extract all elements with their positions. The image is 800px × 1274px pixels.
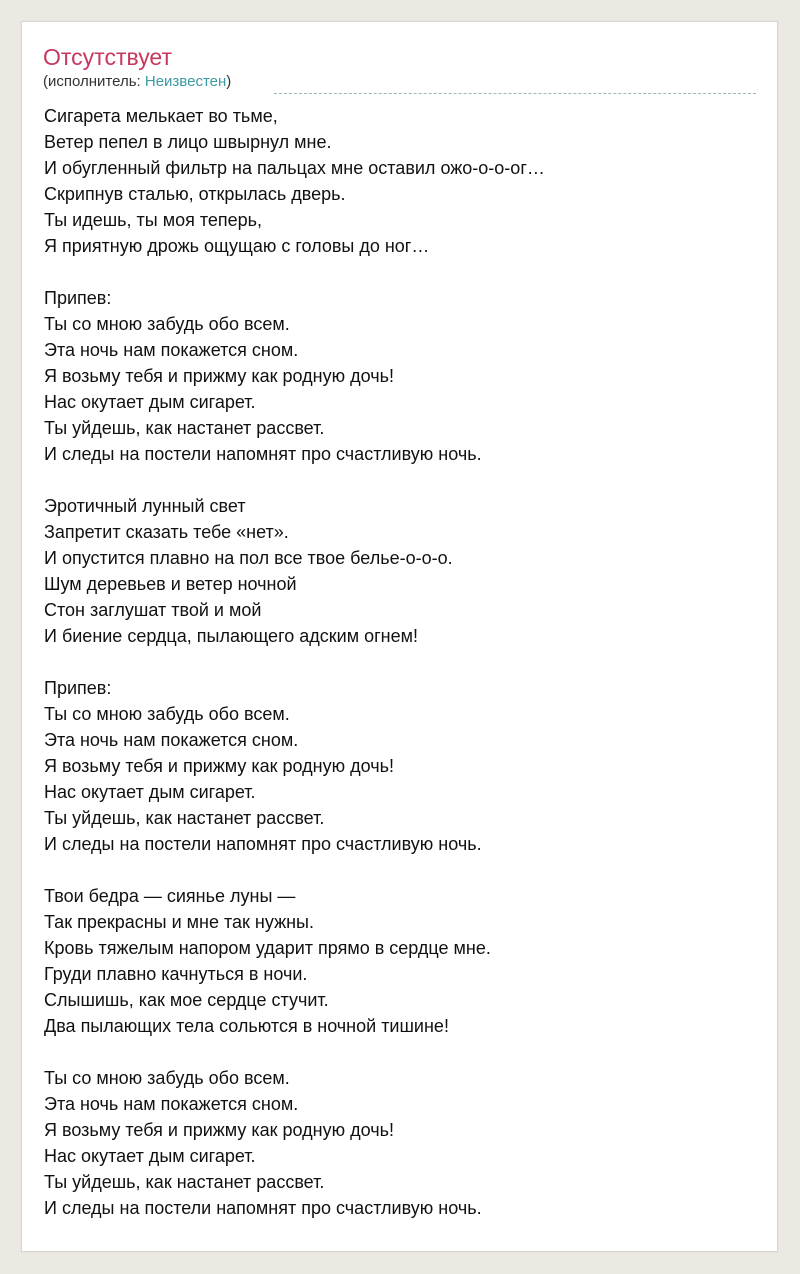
lyrics-line: Ветер пепел в лицо швырнул мне. [44, 132, 332, 152]
lyrics-line: Нас окутает дым сигарет. [44, 782, 256, 802]
artist-link[interactable]: Неизвестен [144, 73, 227, 90]
lyrics-line: Груди плавно качнуться в ночи. [44, 964, 308, 984]
lyrics-line [44, 259, 764, 285]
lyrics-line: Ты уйдешь, как настанет рассвет. [44, 808, 325, 828]
lyrics-line: И следы на постели напомнят про счастливую ночь. [44, 1198, 482, 1218]
lyrics-line: Ты со мною забудь обо всем. [44, 1068, 290, 1088]
lyrics-text [44, 103, 764, 1221]
lyrics-line: Эта ночь нам покажется сном. [44, 340, 299, 360]
lyrics-line [44, 467, 764, 493]
lyrics-line: Эротичный лунный свет [44, 496, 246, 516]
lyrics-line: Запретит сказать тебе «нет». [44, 522, 289, 542]
byline-suffix: ) [226, 73, 232, 90]
lyrics-line: Эта ночь нам покажется сном. [44, 730, 299, 750]
lyrics-line: Кровь тяжелым напором ударит прямо в сердце мне. [44, 938, 491, 958]
lyrics-card [21, 21, 778, 1252]
lyrics-line: И следы на постели напомнят про счастливую ночь. [44, 834, 482, 854]
song-title: Отсутствует [43, 44, 172, 70]
lyrics-line: Я возьму тебя и прижму как родную дочь! [44, 366, 394, 386]
dashed-divider [274, 93, 756, 94]
lyrics-line: Ты со мною забудь обо всем. [44, 314, 290, 334]
lyrics-line: Нас окутает дым сигарет. [44, 392, 256, 412]
lyrics-line: Так прекрасны и мне так нужны. [44, 912, 314, 932]
lyrics-line: Припев: [44, 288, 112, 308]
lyrics-line: И обугленный фильтр на пальцах мне оставил ожо-о-о-ог… [44, 158, 545, 178]
lyrics-line: Сигарета мелькает во тьме, [44, 106, 278, 126]
lyrics-line: Шум деревьев и ветер ночной [44, 574, 297, 594]
lyrics-line [44, 1039, 764, 1065]
lyrics-line: Я возьму тебя и прижму как родную дочь! [44, 1120, 394, 1140]
lyrics-line: Ты уйдешь, как настанет рассвет. [44, 1172, 325, 1192]
lyrics-line: Стон заглушат твой и мой [44, 600, 262, 620]
lyrics-line: И биение сердца, пылающего адским огнем! [44, 626, 418, 646]
lyrics-line [44, 649, 764, 675]
lyrics-line: Ты со мною забудь обо всем. [44, 704, 290, 724]
lyrics-line: Два пылающих тела сольются в ночной тишине! [44, 1016, 449, 1036]
lyrics-line: И следы на постели напомнят про счастливую ночь. [44, 444, 482, 464]
lyrics-line: Припев: [44, 678, 112, 698]
lyrics-line: Эта ночь нам покажется сном. [44, 1094, 299, 1114]
lyrics-line: Нас окутает дым сигарет. [44, 1146, 256, 1166]
lyrics-line: Я приятную дрожь ощущаю с головы до ног… [44, 236, 430, 256]
lyrics-line: Твои бедра — сиянье луны — [44, 886, 296, 906]
lyrics-line: И опустится плавно на пол все твое белье-о-о-о. [44, 548, 453, 568]
byline-prefix: (исполнитель: [43, 73, 145, 90]
artist-byline [43, 73, 231, 91]
lyrics-line: Слышишь, как мое сердце стучит. [44, 990, 329, 1010]
lyrics-line: Я возьму тебя и прижму как родную дочь! [44, 756, 394, 776]
lyrics-line [44, 857, 764, 883]
lyrics-line: Скрипнув сталью, открылась дверь. [44, 184, 346, 204]
lyrics-line: Ты уйдешь, как настанет рассвет. [44, 418, 325, 438]
lyrics-line: Ты идешь, ты моя теперь, [44, 210, 263, 230]
